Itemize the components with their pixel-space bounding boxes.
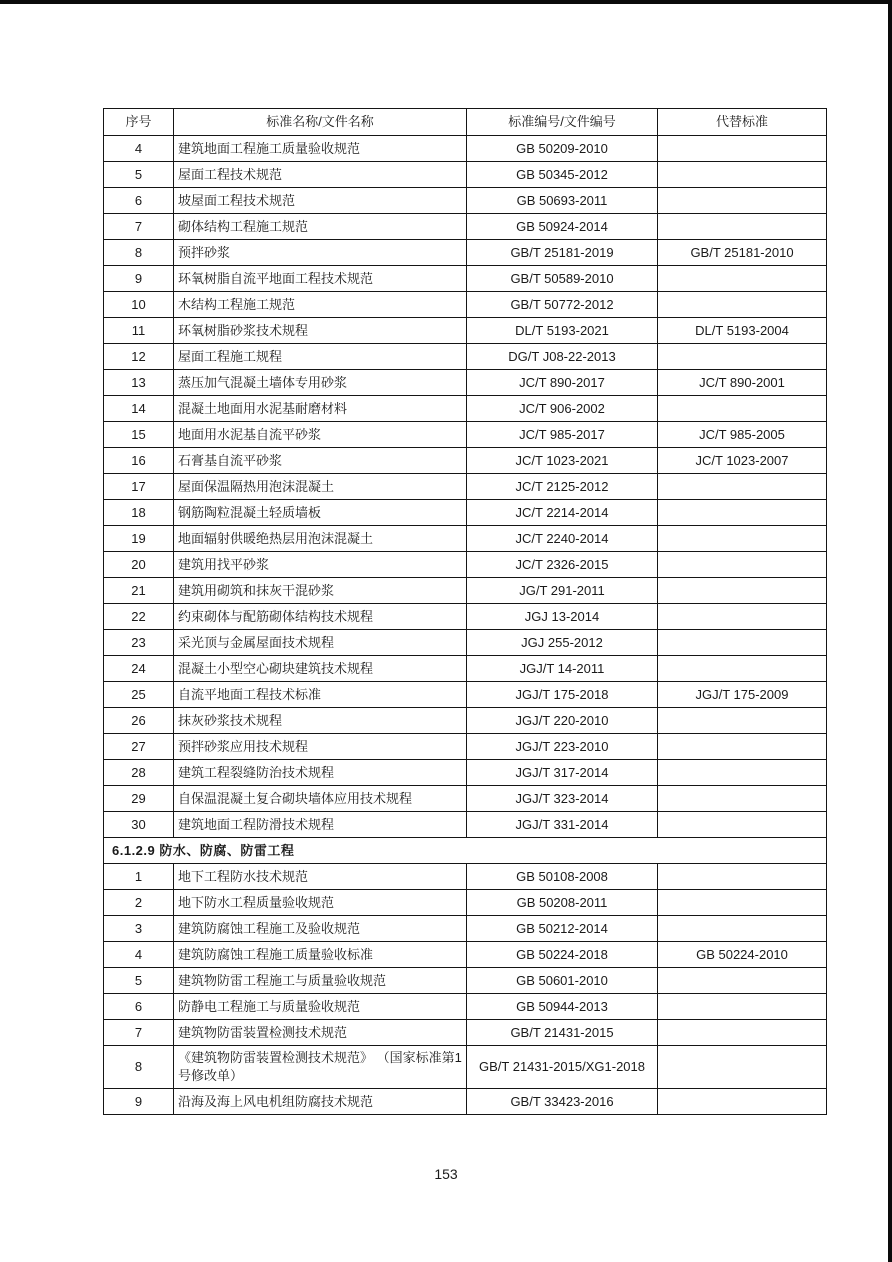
cell-serial: 17 <box>104 474 174 500</box>
cell-serial: 11 <box>104 318 174 344</box>
cell-name: 自流平地面工程技术标准 <box>174 682 467 708</box>
cell-serial: 2 <box>104 890 174 916</box>
cell-name: 沿海及海上风电机组防腐技术规范 <box>174 1089 467 1115</box>
table-row <box>104 370 827 396</box>
table-row <box>104 292 827 318</box>
cell-replaces <box>658 812 827 838</box>
cell-code: GB 50224-2018 <box>467 942 658 968</box>
cell-code: DG/T J08-22-2013 <box>467 344 658 370</box>
cell-replaces <box>658 864 827 890</box>
cell-serial: 15 <box>104 422 174 448</box>
page-number: 153 <box>434 1166 458 1182</box>
cell-code: GB/T 25181-2019 <box>467 240 658 266</box>
cell-replaces <box>658 474 827 500</box>
table-row <box>104 578 827 604</box>
cell-serial: 21 <box>104 578 174 604</box>
cell-replaces <box>658 292 827 318</box>
cell-code: GB/T 21431-2015 <box>467 1020 658 1046</box>
cell-name: 建筑地面工程防滑技术规程 <box>174 812 467 838</box>
cell-serial: 13 <box>104 370 174 396</box>
cell-replaces: JC/T 1023-2007 <box>658 448 827 474</box>
cell-code: JGJ/T 331-2014 <box>467 812 658 838</box>
cell-replaces <box>658 1046 827 1089</box>
cell-name: 建筑防腐蚀工程施工及验收规范 <box>174 916 467 942</box>
cell-serial: 8 <box>104 240 174 266</box>
cell-replaces <box>658 344 827 370</box>
table-row <box>104 344 827 370</box>
cell-code: JGJ 13-2014 <box>467 604 658 630</box>
cell-name: 抹灰砂浆技术规程 <box>174 708 467 734</box>
cell-name: 环氧树脂自流平地面工程技术规范 <box>174 266 467 292</box>
table-row <box>104 760 827 786</box>
cell-serial: 7 <box>104 214 174 240</box>
cell-replaces <box>658 162 827 188</box>
cell-code: GB 50209-2010 <box>467 136 658 162</box>
header-name: 标准名称/文件名称 <box>174 109 467 136</box>
cell-replaces: JC/T 985-2005 <box>658 422 827 448</box>
cell-serial: 19 <box>104 526 174 552</box>
cell-code: JGJ/T 223-2010 <box>467 734 658 760</box>
cell-name: 预拌砂浆 <box>174 240 467 266</box>
cell-serial: 9 <box>104 266 174 292</box>
cell-serial: 20 <box>104 552 174 578</box>
header-code: 标准编号/文件编号 <box>467 109 658 136</box>
cell-name: 砌体结构工程施工规范 <box>174 214 467 240</box>
cell-name: 建筑用找平砂浆 <box>174 552 467 578</box>
table-row <box>104 630 827 656</box>
cell-name: 蒸压加气混凝土墙体专用砂浆 <box>174 370 467 396</box>
table-row <box>104 656 827 682</box>
cell-replaces: JGJ/T 175-2009 <box>658 682 827 708</box>
cell-code: GB 50944-2013 <box>467 994 658 1020</box>
cell-replaces <box>658 968 827 994</box>
cell-name: 约束砌体与配筋砌体结构技术规程 <box>174 604 467 630</box>
cell-code: JGJ/T 323-2014 <box>467 786 658 812</box>
cell-replaces <box>658 1020 827 1046</box>
cell-serial: 23 <box>104 630 174 656</box>
cell-code: GB 50108-2008 <box>467 864 658 890</box>
table-row <box>104 266 827 292</box>
table-row <box>104 994 827 1020</box>
cell-serial: 6 <box>104 994 174 1020</box>
cell-name: 建筑物防雷工程施工与质量验收规范 <box>174 968 467 994</box>
table-row <box>104 1046 827 1089</box>
cell-code: GB 50212-2014 <box>467 916 658 942</box>
cell-serial: 29 <box>104 786 174 812</box>
cell-serial: 16 <box>104 448 174 474</box>
table-row <box>104 188 827 214</box>
cell-replaces <box>658 786 827 812</box>
table-row <box>104 708 827 734</box>
cell-replaces <box>658 552 827 578</box>
cell-serial: 22 <box>104 604 174 630</box>
cell-replaces: GB 50224-2010 <box>658 942 827 968</box>
cell-code: JC/T 1023-2021 <box>467 448 658 474</box>
cell-serial: 27 <box>104 734 174 760</box>
cell-replaces <box>658 994 827 1020</box>
cell-code: JGJ/T 317-2014 <box>467 760 658 786</box>
cell-serial: 24 <box>104 656 174 682</box>
cell-replaces <box>658 396 827 422</box>
cell-code: GB 50208-2011 <box>467 890 658 916</box>
cell-name: 屋面工程施工规程 <box>174 344 467 370</box>
table-row <box>104 500 827 526</box>
cell-serial: 9 <box>104 1089 174 1115</box>
cell-serial: 4 <box>104 942 174 968</box>
cell-serial: 14 <box>104 396 174 422</box>
table-row <box>104 136 827 162</box>
cell-name: 环氧树脂砂浆技术规程 <box>174 318 467 344</box>
scan-edge-top <box>0 0 892 4</box>
cell-name: 自保温混凝土复合砌块墙体应用技术规程 <box>174 786 467 812</box>
cell-replaces <box>658 604 827 630</box>
table-header-row <box>104 109 827 136</box>
cell-serial: 4 <box>104 136 174 162</box>
cell-name: 钢筋陶粒混凝土轻质墙板 <box>174 500 467 526</box>
cell-code: GB/T 21431-2015/XG1-2018 <box>467 1046 658 1089</box>
cell-code: JC/T 906-2002 <box>467 396 658 422</box>
cell-replaces <box>658 1089 827 1115</box>
table-row <box>104 1089 827 1115</box>
cell-name: 地下工程防水技术规范 <box>174 864 467 890</box>
cell-serial: 25 <box>104 682 174 708</box>
header-replaces: 代替标准 <box>658 109 827 136</box>
table-row <box>104 552 827 578</box>
cell-name: 防静电工程施工与质量验收规范 <box>174 994 467 1020</box>
cell-name: 坡屋面工程技术规范 <box>174 188 467 214</box>
section-title: 6.1.2.9 防水、防腐、防雷工程 <box>104 838 827 864</box>
cell-serial: 10 <box>104 292 174 318</box>
table-row <box>104 474 827 500</box>
cell-serial: 30 <box>104 812 174 838</box>
cell-name: 预拌砂浆应用技术规程 <box>174 734 467 760</box>
cell-code: JGJ/T 220-2010 <box>467 708 658 734</box>
cell-replaces <box>658 760 827 786</box>
cell-serial: 3 <box>104 916 174 942</box>
cell-serial: 6 <box>104 188 174 214</box>
table-row <box>104 734 827 760</box>
cell-replaces <box>658 500 827 526</box>
cell-name: 混凝土地面用水泥基耐磨材料 <box>174 396 467 422</box>
table-row <box>104 448 827 474</box>
cell-name: 屋面工程技术规范 <box>174 162 467 188</box>
table-row <box>104 318 827 344</box>
cell-replaces <box>658 916 827 942</box>
cell-replaces: DL/T 5193-2004 <box>658 318 827 344</box>
cell-name: 混凝土小型空心砌块建筑技术规程 <box>174 656 467 682</box>
cell-replaces <box>658 630 827 656</box>
cell-name: 地面用水泥基自流平砂浆 <box>174 422 467 448</box>
cell-name: 建筑地面工程施工质量验收规范 <box>174 136 467 162</box>
cell-code: JGJ 255-2012 <box>467 630 658 656</box>
cell-serial: 7 <box>104 1020 174 1046</box>
cell-name: 石膏基自流平砂浆 <box>174 448 467 474</box>
section-header-row <box>104 838 827 864</box>
cell-code: GB 50345-2012 <box>467 162 658 188</box>
cell-name: 屋面保温隔热用泡沫混凝土 <box>174 474 467 500</box>
cell-name: 《建筑物防雷装置检测技术规范》 （国家标准第1号修改单） <box>174 1046 467 1089</box>
cell-code: GB/T 50589-2010 <box>467 266 658 292</box>
cell-code: JGJ/T 175-2018 <box>467 682 658 708</box>
cell-replaces <box>658 188 827 214</box>
table-row <box>104 682 827 708</box>
table-row <box>104 890 827 916</box>
cell-replaces <box>658 136 827 162</box>
cell-replaces <box>658 890 827 916</box>
table-row <box>104 240 827 266</box>
table-row <box>104 786 827 812</box>
cell-serial: 5 <box>104 968 174 994</box>
standards-table-body <box>104 136 827 1115</box>
table-row <box>104 396 827 422</box>
cell-name: 建筑防腐蚀工程施工质量验收标准 <box>174 942 467 968</box>
cell-code: GB 50693-2011 <box>467 188 658 214</box>
cell-replaces: GB/T 25181-2010 <box>658 240 827 266</box>
cell-replaces <box>658 214 827 240</box>
cell-code: JC/T 2125-2012 <box>467 474 658 500</box>
cell-code: JC/T 2326-2015 <box>467 552 658 578</box>
table-row <box>104 422 827 448</box>
cell-serial: 26 <box>104 708 174 734</box>
scan-edge-right <box>888 0 892 1262</box>
table-row <box>104 942 827 968</box>
cell-name: 木结构工程施工规范 <box>174 292 467 318</box>
table-row <box>104 526 827 552</box>
cell-code: JC/T 985-2017 <box>467 422 658 448</box>
cell-serial: 12 <box>104 344 174 370</box>
cell-serial: 8 <box>104 1046 174 1089</box>
cell-replaces <box>658 734 827 760</box>
cell-code: GB 50601-2010 <box>467 968 658 994</box>
cell-replaces <box>658 656 827 682</box>
cell-name: 建筑工程裂缝防治技术规程 <box>174 760 467 786</box>
cell-code: GB 50924-2014 <box>467 214 658 240</box>
table-row <box>104 916 827 942</box>
cell-code: JC/T 2240-2014 <box>467 526 658 552</box>
cell-name: 地下防水工程质量验收规范 <box>174 890 467 916</box>
cell-serial: 28 <box>104 760 174 786</box>
cell-code: JC/T 890-2017 <box>467 370 658 396</box>
table-row <box>104 604 827 630</box>
cell-code: GB/T 50772-2012 <box>467 292 658 318</box>
cell-replaces <box>658 708 827 734</box>
cell-code: JC/T 2214-2014 <box>467 500 658 526</box>
header-serial: 序号 <box>104 109 174 136</box>
table-row <box>104 812 827 838</box>
cell-name: 地面辐射供暖绝热层用泡沫混凝土 <box>174 526 467 552</box>
cell-serial: 18 <box>104 500 174 526</box>
cell-code: DL/T 5193-2021 <box>467 318 658 344</box>
table-row <box>104 214 827 240</box>
cell-serial: 1 <box>104 864 174 890</box>
cell-replaces: JC/T 890-2001 <box>658 370 827 396</box>
cell-code: JGJ/T 14-2011 <box>467 656 658 682</box>
cell-serial: 5 <box>104 162 174 188</box>
table-row <box>104 1020 827 1046</box>
standards-table <box>103 108 827 1115</box>
cell-replaces <box>658 526 827 552</box>
table-row <box>104 864 827 890</box>
table-row <box>104 968 827 994</box>
cell-name: 建筑物防雷装置检测技术规范 <box>174 1020 467 1046</box>
cell-name: 采光顶与金属屋面技术规程 <box>174 630 467 656</box>
cell-replaces <box>658 266 827 292</box>
table-row <box>104 162 827 188</box>
cell-code: GB/T 33423-2016 <box>467 1089 658 1115</box>
cell-replaces <box>658 578 827 604</box>
cell-name: 建筑用砌筑和抹灰干混砂浆 <box>174 578 467 604</box>
cell-code: JG/T 291-2011 <box>467 578 658 604</box>
